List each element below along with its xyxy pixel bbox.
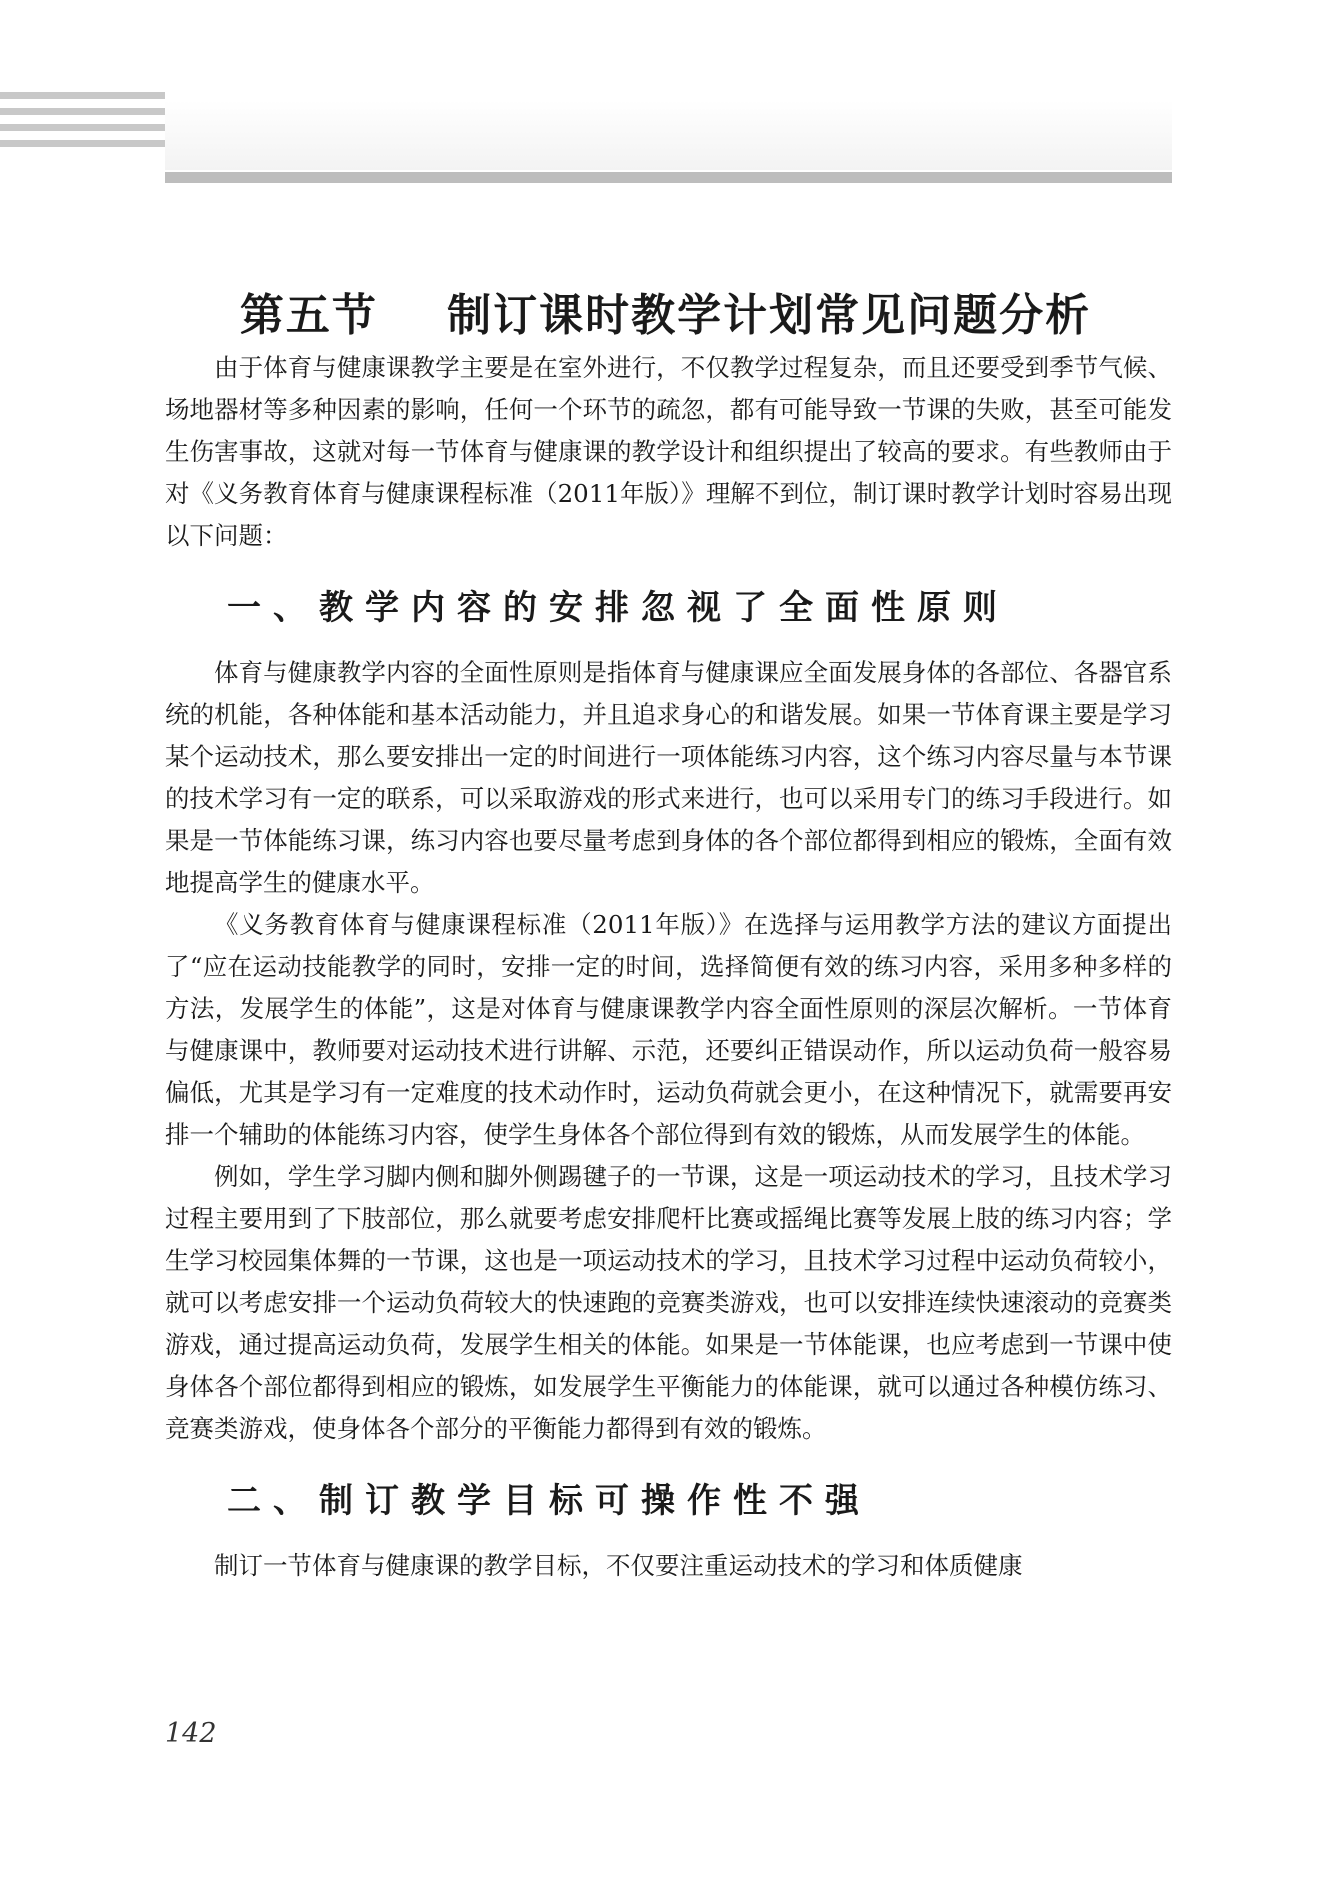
header-stripes xyxy=(0,92,165,156)
paragraph: 例如，学生学习脚内侧和脚外侧踢毽子的一节课，这是一项运动技术的学习，且技术学习过程主要用到了下肢部位，那么就要考虑安排爬杆比赛或摇绳比赛等发展上肢的练习内容；学生学习校园集体舞的一节课，这也是一项运动技术的学习，且技术学习过程中运动负荷较小，就可以考虑安排一个运动负荷较大的快速跑的竞赛类游戏，也可以安排连续快速滚动的竞赛类游戏，通过提高运动负荷，发展学生相关的体能。如果是一节体能课，也应考虑到一节课中使身体各个部位都得到相应的锻炼，如发展学生平衡能力的体能课，就可以通过各种模仿练习、竞赛类游戏，使身体各个部分的平衡能力都得到有效的锻炼。 xyxy=(165,1162,1172,1443)
header-stripe xyxy=(0,140,165,147)
paragraph: 《义务教育体育与健康课程标准（2011年版）》在选择与运用教学方法的建议方面提出了“应在运动技能教学的同时，安排一定的时间，选择简便有效的练习内容，采用多种多样的方法，发展学生的体能”，这是对体育与健康课教学内容全面性原则的深层次解析。一节体育与健康课中，教师要对运动技术进行讲解、示范，还要纠正错误动作，所以运动负荷一般容易偏低，尤其是学习有一定难度的技术动作时，运动负荷就会更小，在这种情况下，就需要再安排一个辅助的体能练习内容，使学生身体各个部位得到有效的锻炼，从而发展学生的体能。 xyxy=(165,910,1172,1149)
header-band xyxy=(165,100,1172,170)
subsection-heading-2: 二、制订教学目标可操作性不强 xyxy=(227,1481,871,1521)
header-stripe xyxy=(0,124,165,131)
page-body xyxy=(165,347,1172,1587)
subsection-heading-1: 一、教学内容的安排忽视了全面性原则 xyxy=(227,588,1009,628)
page-number: 142 xyxy=(165,1718,217,1749)
header-rule xyxy=(165,172,1172,183)
header-stripe xyxy=(0,108,165,115)
section-title: 第五节 制订课时教学计划常见问题分析 xyxy=(239,290,1092,342)
paragraph: 制订一节体育与健康课的教学目标，不仅要注重运动技术的学习和体质健康 xyxy=(214,1551,1023,1580)
paragraph: 体育与健康教学内容的全面性原则是指体育与健康课应全面发展身体的各部位、各器官系统的机能，各种体能和基本活动能力，并且追求身心的和谐发展。如果一节体育课主要是学习某个运动技术，那么要安排出一定的时间进行一项体能练习内容，这个练习内容尽量与本节课的技术学习有一定的联系，可以采取游戏的形式来进行，也可以采用专门的练习手段进行。如果是一节体能练习课，练习内容也要尽量考虑到身体的各个部位都得到相应的锻炼，全面有效地提高学生的健康水平。 xyxy=(165,658,1172,897)
header-stripe xyxy=(0,92,165,99)
intro-paragraph: 由于体育与健康课教学主要是在室外进行，不仅教学过程复杂，而且还要受到季节气候、场地器材等多种因素的影响，任何一个环节的疏忽，都有可能导致一节课的失败，甚至可能发生伤害事故，这就对每一节体育与健康课的教学设计和组织提出了较高的要求。有些教师由于对《义务教育体育与健康课程标准（2011年版）》理解不到位，制订课时教学计划时容易出现以下问题： xyxy=(165,353,1172,550)
